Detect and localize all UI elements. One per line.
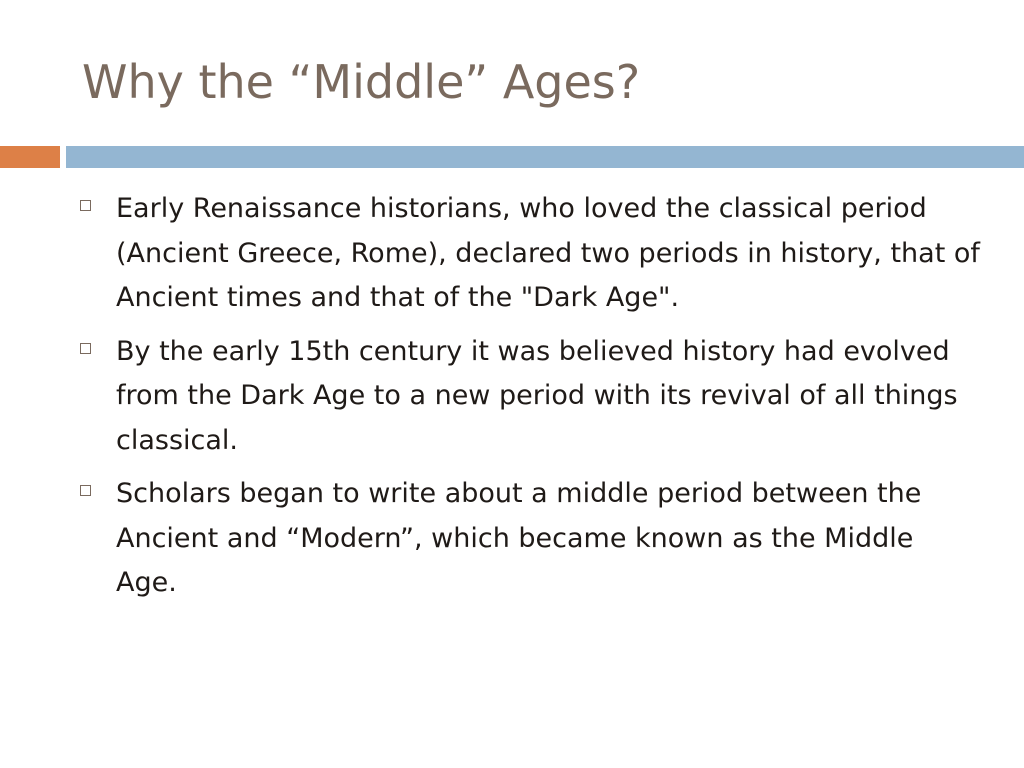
hollow-square-bullet-icon bbox=[80, 200, 91, 211]
hollow-square-bullet-icon bbox=[80, 343, 91, 354]
bullet-text: By the early 15th century it was believed history had evolved from the Dark Age to a new period with its revival of all things classical. bbox=[116, 335, 958, 456]
bullet-list bbox=[80, 187, 980, 615]
bullet-marker bbox=[80, 187, 116, 211]
bullet-marker bbox=[80, 472, 116, 496]
bullet-text: Early Renaissance historians, who loved the classical period (Ancient Greece, Rome), declared two periods in history, that of Ancient times and that of the "Dark Age". bbox=[116, 193, 980, 313]
bullet-item bbox=[80, 472, 980, 606]
bullet-item bbox=[80, 330, 980, 464]
bullet-marker bbox=[80, 330, 116, 354]
accent-bar-orange bbox=[0, 146, 60, 168]
hollow-square-bullet-icon bbox=[80, 485, 91, 496]
slide-title: Why the “Middle” Ages? bbox=[82, 55, 641, 109]
bullet-text: Scholars began to write about a middle period between the Ancient and “Modern”, which became known as the Middle Age. bbox=[116, 478, 922, 598]
bullet-item bbox=[80, 187, 980, 321]
accent-bar-blue bbox=[66, 146, 1024, 168]
